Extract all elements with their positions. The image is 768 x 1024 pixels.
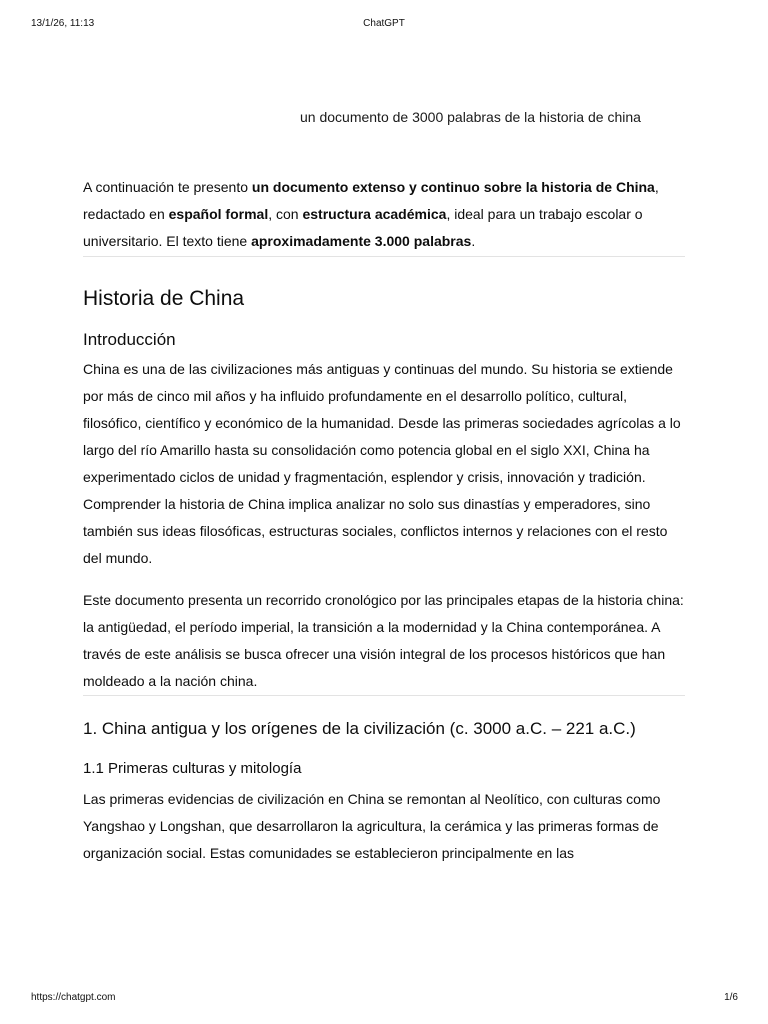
introduction-heading: Introducción bbox=[83, 330, 176, 349]
intro-text-4: , ideal para un trabajo escolar o universitario. El texto tiene bbox=[83, 206, 643, 249]
introduction-paragraph-1: China es una de las civilizaciones más antiguas y continuas del mundo. Su historia se extiende por más de cinco mil años y ha influido profundamente en el desarrollo político, cultural, filosófico, científico y económico de la humanidad. Desde las primeras sociedades agrícolas a lo largo del río Amarillo hasta su consolidación como potencia global en el siglo XXI, China ha experimentado ciclos de unidad y fragmentación, esplendor y crisis, innovación y tradición. Comprender la historia de China implica analizar no solo sus dinastías y emperadores, sino también sus ideas filosóficas, estructuras sociales, conflictos internos y relaciones con el resto del mundo. bbox=[83, 361, 681, 566]
divider bbox=[83, 695, 685, 696]
document-title: Historia de China bbox=[83, 287, 245, 310]
print-url: https://chatgpt.com bbox=[31, 992, 116, 1003]
intro-paragraph bbox=[83, 174, 685, 256]
introduction-paragraph-2: Este documento presenta un recorrido cronológico por las principales etapas de la historia china: la antigüedad, el período imperial, la transición a la modernidad y la China contemporánea. A través de este análisis se busca ofrecer una visión integral de los procesos históricos que han moldeado a la nación china. bbox=[83, 592, 684, 689]
user-message: un documento de 3000 palabras de la historia de china bbox=[300, 109, 641, 125]
intro-bold-1: un documento extenso y continuo sobre la historia de China bbox=[251, 179, 655, 195]
assistant-response bbox=[83, 174, 685, 867]
intro-bold-4: aproximadamente 3.000 palabras bbox=[251, 233, 472, 249]
intro-bold-3: estructura académica bbox=[302, 206, 447, 222]
intro-text-5: . bbox=[471, 233, 476, 249]
intro-bold-2: español formal bbox=[168, 206, 269, 222]
divider bbox=[83, 256, 685, 257]
print-title: ChatGPT bbox=[363, 18, 405, 29]
section-1-1-paragraph: Las primeras evidencias de civilización en China se remontan al Neolítico, con culturas como Yangshao y Longshan, que desarrollaron la agricultura, la cerámica y las primeras formas de organización social. Estas comunidades se establecieron principalmente en las bbox=[83, 791, 661, 861]
intro-text-1: A continuación te presento bbox=[83, 179, 252, 195]
section-1-1-heading: 1.1 Primeras culturas y mitología bbox=[83, 760, 302, 777]
intro-text-2: , redactado en bbox=[83, 179, 659, 222]
print-page-number: 1/6 bbox=[724, 992, 738, 1003]
chapter-1-heading: 1. China antigua y los orígenes de la civilización (c. 3000 a.C. – 221 a.C.) bbox=[83, 719, 636, 738]
intro-text-3: , con bbox=[268, 206, 303, 222]
print-datetime: 13/1/26, 11:13 bbox=[31, 18, 95, 29]
